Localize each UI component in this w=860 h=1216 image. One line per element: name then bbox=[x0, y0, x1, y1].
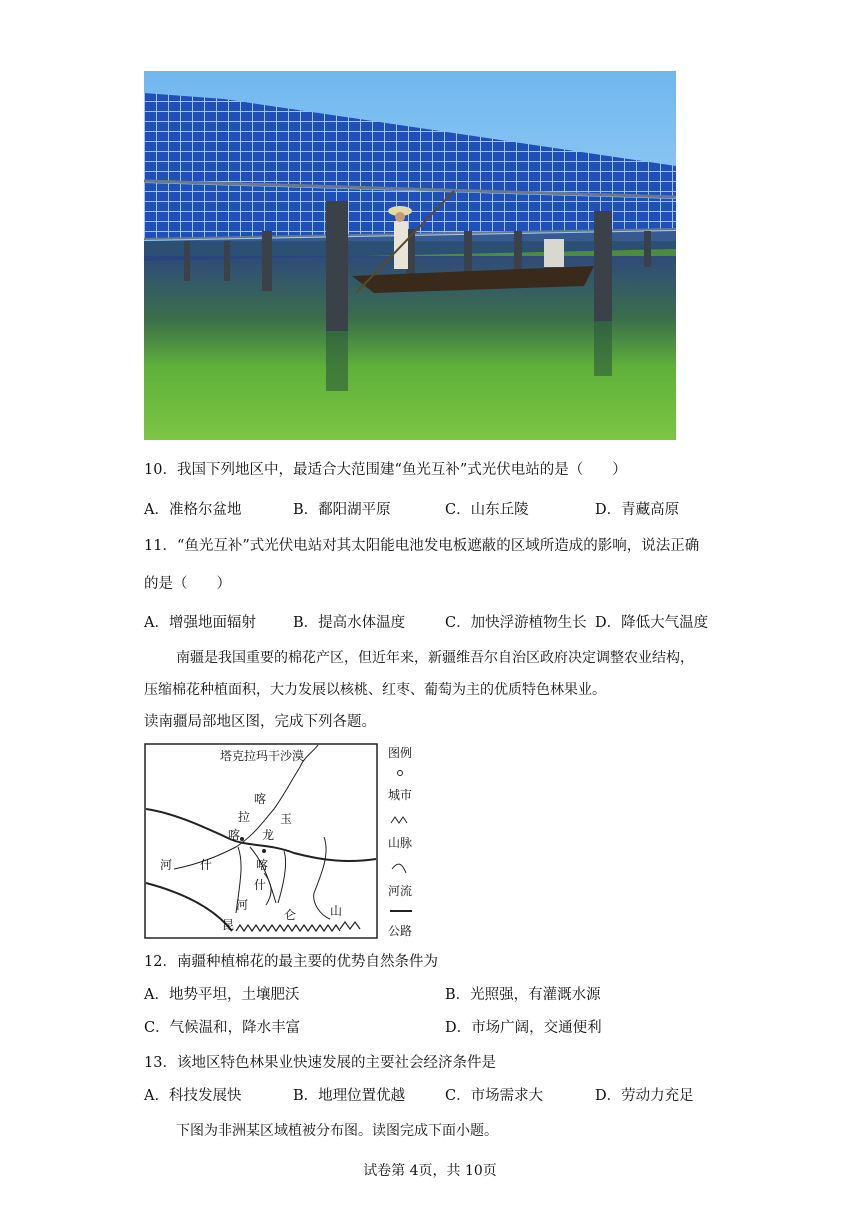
legend-city: 城市 bbox=[388, 788, 413, 802]
map-title: 塔克拉玛干沙漠 bbox=[220, 749, 305, 763]
map-label-long: 龙 bbox=[262, 828, 275, 842]
map-label-he1: 河 bbox=[236, 898, 249, 912]
q11-option-c[interactable]: C．加快浮游植物生长 bbox=[445, 615, 587, 631]
q12-option-a[interactable]: A．地势平坦，土壤肥沃 bbox=[144, 987, 300, 1003]
map-frame bbox=[145, 744, 377, 938]
q10-option-d[interactable]: D．青藏高原 bbox=[595, 502, 680, 518]
q12-option-c[interactable]: C．气候温和，降水丰富 bbox=[144, 1020, 301, 1036]
map-label-ka3: 喀 bbox=[256, 858, 269, 872]
map-label-lun: 仑 bbox=[284, 908, 297, 922]
map-label-yu: 玉 bbox=[280, 812, 293, 826]
q11-option-a[interactable]: A．增强地面辐射 bbox=[144, 615, 256, 631]
q11-stem-line1: 11．“鱼光互补”式光伏电站对其太阳能电池发电板遮蔽的区域所造成的影响，说法正确 bbox=[144, 538, 700, 554]
map-label-shi1: 什 bbox=[254, 878, 267, 892]
q10-option-a[interactable]: A．准格尔盆地 bbox=[144, 502, 242, 518]
map-label-shan: 山 bbox=[330, 904, 343, 918]
legend-title: 图例 bbox=[388, 746, 413, 760]
q10-option-b[interactable]: B．鄱阳湖平原 bbox=[293, 502, 391, 518]
fish-solar-photo bbox=[144, 71, 676, 440]
legend-road: 公路 bbox=[388, 924, 413, 938]
q13-option-d[interactable]: D．劳动力充足 bbox=[595, 1088, 694, 1104]
q13-stem: 13．该地区特色林果业快速发展的主要社会经济条件是 bbox=[144, 1055, 496, 1071]
q13-option-b[interactable]: B．地理位置优越 bbox=[293, 1088, 406, 1104]
page-footer: 试卷第 4页，共 10页 bbox=[363, 1163, 497, 1179]
legend-city-symbol bbox=[398, 771, 403, 776]
next-section-intro: 下图为非洲某区域植被分布图。读图完成下面小题。 bbox=[176, 1123, 498, 1139]
map-label-shi2: 什 bbox=[200, 858, 213, 872]
legend-river-symbol bbox=[392, 864, 406, 873]
q13-option-c[interactable]: C．市场需求大 bbox=[445, 1088, 544, 1104]
map-label-he2: 河 bbox=[160, 858, 173, 872]
legend-mountain-symbol bbox=[391, 817, 407, 823]
south-xinjiang-map bbox=[144, 743, 418, 939]
passage-instruction: 读南疆局部地区图，完成下列各题。 bbox=[144, 714, 376, 730]
map-label-la: 拉 bbox=[238, 810, 251, 824]
legend-river: 河流 bbox=[388, 884, 413, 898]
q10-stem: 10．我国下列地区中，最适合大范围建“鱼光互补”式光伏电站的是（ ） bbox=[144, 462, 627, 478]
q11-option-b[interactable]: B．提高水体温度 bbox=[293, 615, 406, 631]
legend-mountain: 山脉 bbox=[388, 836, 413, 850]
map-label-ka2: 喀 bbox=[228, 828, 241, 842]
q12-option-d[interactable]: D．市场广阔，交通便利 bbox=[445, 1020, 602, 1036]
passage-line-1: 南疆是我国重要的棉花产区，但近年来，新疆维吾尔自治区政府决定调整农业结构， bbox=[176, 650, 694, 666]
q12-option-b[interactable]: B．光照强，有灌溉水源 bbox=[445, 987, 601, 1003]
map-label-kun: 昆 bbox=[222, 918, 235, 932]
passage-line-2: 压缩棉花种植面积，大力发展以核桃、红枣、葡萄为主的优质特色林果业。 bbox=[144, 682, 606, 698]
q11-option-d[interactable]: D．降低大气温度 bbox=[595, 615, 709, 631]
q10-option-c[interactable]: C．山东丘陵 bbox=[445, 502, 529, 518]
q12-stem: 12．南疆种植棉花的最主要的优势自然条件为 bbox=[144, 954, 438, 970]
q13-option-a[interactable]: A．科技发展快 bbox=[144, 1088, 242, 1104]
q11-stem-line2: 的是（ ） bbox=[144, 576, 231, 592]
map-label-ka1: 喀 bbox=[254, 792, 267, 806]
